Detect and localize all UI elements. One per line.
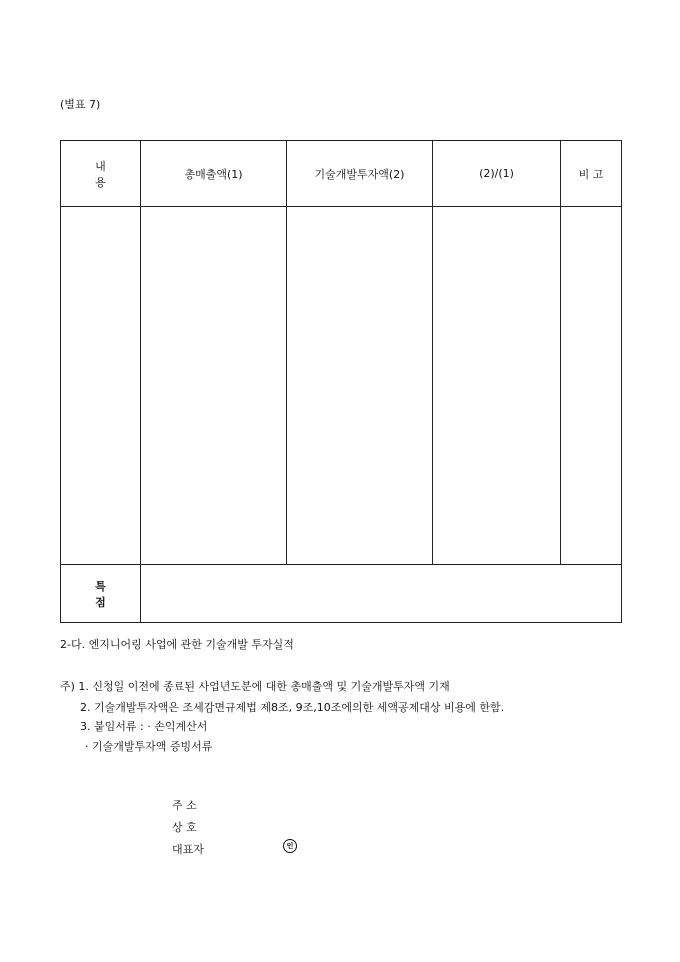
note-item: 3. 붙임서류 : · 손익계산서 xyxy=(80,720,208,733)
header-ratio: (2)/(1) xyxy=(433,141,561,207)
investment-table xyxy=(60,140,622,623)
seal-icon: 인 xyxy=(283,839,297,853)
cell-rnd-investment[interactable] xyxy=(287,207,433,565)
header-remarks: 비 고 xyxy=(561,141,622,207)
header-rnd-investment: 기술개발투자액(2) xyxy=(287,141,433,207)
table-header-row xyxy=(61,141,622,207)
note-item: 주) 1. 신청일 이전에 종료된 사업년도분에 대한 총매출액 및 기술개발투자액 기재 xyxy=(60,680,450,693)
note-item: · 기술개발투자액 증빙서류 xyxy=(85,740,213,753)
form-title: (별표 7) xyxy=(60,98,101,111)
cell-total-sales[interactable] xyxy=(141,207,287,565)
table-body-row xyxy=(61,207,622,565)
feature-cell[interactable] xyxy=(141,565,622,623)
address-label: 주 소 xyxy=(172,799,197,812)
cell-ratio[interactable] xyxy=(433,207,561,565)
representative-label: 대표자 xyxy=(172,843,204,856)
note-item: 2. 기술개발투자액은 조세감면규제법 제8조, 9조,10조에의한 세액공제대상 비용에 한함. xyxy=(80,701,505,714)
feature-label: 특 점 xyxy=(61,565,141,623)
header-total-sales: 총매출액(1) xyxy=(141,141,287,207)
cell-remarks[interactable] xyxy=(561,207,622,565)
feature-row xyxy=(61,565,622,623)
section-title: 2-다. 엔지니어링 사업에 관한 기술개발 투자실적 xyxy=(60,638,294,651)
company-label: 상 호 xyxy=(172,821,197,834)
header-content: 내 용 xyxy=(61,141,141,207)
cell-content[interactable] xyxy=(61,207,141,565)
